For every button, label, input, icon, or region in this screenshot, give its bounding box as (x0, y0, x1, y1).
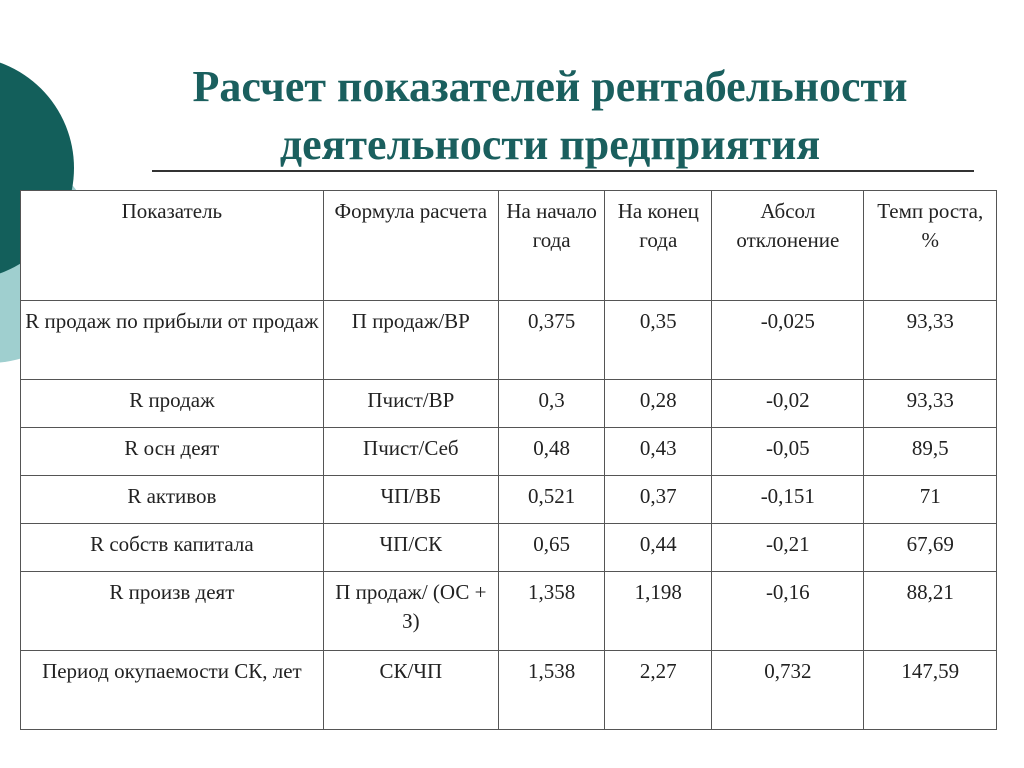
cell-end: 2,27 (605, 651, 712, 730)
cell-start: 0,48 (498, 428, 604, 476)
cell-end: 0,44 (605, 524, 712, 572)
header-formula: Формула расчета (323, 191, 498, 301)
table-header-row (21, 191, 997, 301)
cell-formula: П продаж/ (ОС + З) (323, 572, 498, 651)
cell-end: 1,198 (605, 572, 712, 651)
cell-indicator: R активов (21, 476, 324, 524)
cell-abs-dev: -0,21 (712, 524, 864, 572)
table-row (21, 380, 997, 428)
slide-title (100, 58, 1000, 174)
cell-indicator: R продаж (21, 380, 324, 428)
cell-formula: ЧП/ВБ (323, 476, 498, 524)
cell-indicator: R осн деят (21, 428, 324, 476)
cell-end: 0,37 (605, 476, 712, 524)
cell-abs-dev: -0,05 (712, 428, 864, 476)
cell-formula: ЧП/СК (323, 524, 498, 572)
table-row (21, 428, 997, 476)
header-start-of-year: На начало года (498, 191, 604, 301)
table-row (21, 572, 997, 651)
table-row (21, 301, 997, 380)
header-absolute-deviation: Абсол отклонение (712, 191, 864, 301)
cell-abs-dev: -0,02 (712, 380, 864, 428)
cell-start: 1,358 (498, 572, 604, 651)
cell-start: 1,538 (498, 651, 604, 730)
table-row (21, 524, 997, 572)
table-row (21, 476, 997, 524)
cell-end: 0,28 (605, 380, 712, 428)
cell-growth: 88,21 (864, 572, 997, 651)
cell-formula: Пчист/ВР (323, 380, 498, 428)
cell-indicator: Период окупаемости СК, лет (21, 651, 324, 730)
cell-formula: П продаж/ВР (323, 301, 498, 380)
cell-start: 0,521 (498, 476, 604, 524)
cell-abs-dev: 0,732 (712, 651, 864, 730)
table-row (21, 651, 997, 730)
cell-indicator: R продаж по прибыли от продаж (21, 301, 324, 380)
cell-indicator: R произв деят (21, 572, 324, 651)
header-end-of-year: На конец года (605, 191, 712, 301)
slide-title-line-2: деятельности предприятия (279, 120, 821, 169)
profitability-table (20, 190, 997, 730)
cell-abs-dev: -0,151 (712, 476, 864, 524)
cell-indicator: R собств капитала (21, 524, 324, 572)
cell-growth: 71 (864, 476, 997, 524)
cell-abs-dev: -0,16 (712, 572, 864, 651)
header-growth-rate: Темп роста, % (864, 191, 997, 301)
cell-start: 0,375 (498, 301, 604, 380)
cell-abs-dev: -0,025 (712, 301, 864, 380)
slide-title-line-1: Расчет показателей рентабельности (192, 62, 908, 111)
cell-formula: СК/ЧП (323, 651, 498, 730)
cell-start: 0,3 (498, 380, 604, 428)
cell-end: 0,43 (605, 428, 712, 476)
cell-growth: 89,5 (864, 428, 997, 476)
header-indicator: Показатель (21, 191, 324, 301)
cell-growth: 67,69 (864, 524, 997, 572)
cell-growth: 93,33 (864, 301, 997, 380)
title-underline (152, 170, 974, 172)
cell-growth: 93,33 (864, 380, 997, 428)
cell-growth: 147,59 (864, 651, 997, 730)
cell-end: 0,35 (605, 301, 712, 380)
cell-start: 0,65 (498, 524, 604, 572)
cell-formula: Пчист/Себ (323, 428, 498, 476)
